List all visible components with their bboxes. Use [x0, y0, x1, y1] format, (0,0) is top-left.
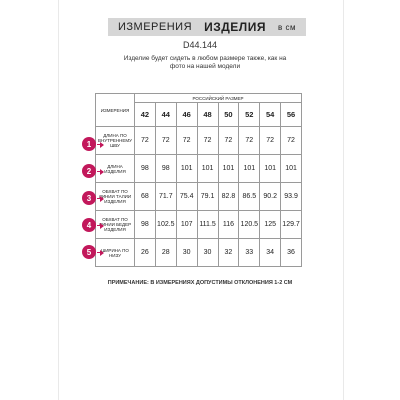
- measurement-label: ДЛИНА ИЗДЕЛИЯ: [96, 155, 135, 183]
- size-table: [95, 93, 302, 267]
- value-cell: 72: [155, 127, 176, 155]
- model-code: D44.144: [182, 40, 218, 50]
- size-header-cell: 42: [135, 103, 156, 127]
- value-cell: 107: [176, 211, 197, 239]
- measurement-number-badge: 1: [82, 137, 96, 151]
- arrow-right-icon: [97, 252, 103, 253]
- value-cell: 26: [135, 239, 156, 267]
- value-cell: 72: [135, 127, 156, 155]
- footer-note: ПРИМЕЧАНИЕ: В ИЗМЕРЕНИЯХ ДОПУСТИМЫ ОТКЛОНЕНИЯ 1-2 СМ: [107, 280, 293, 286]
- value-cell: 72: [197, 127, 218, 155]
- value-cell: 93.9: [281, 183, 302, 211]
- value-cell: 116: [218, 211, 239, 239]
- table-row: [96, 239, 302, 267]
- value-cell: 79.1: [197, 183, 218, 211]
- measurement-number-badge: 5: [82, 245, 96, 259]
- table-row: [96, 211, 302, 239]
- value-cell: 129.7: [281, 211, 302, 239]
- size-header-cell: 48: [197, 103, 218, 127]
- value-cell: 28: [155, 239, 176, 267]
- arrow-right-icon: [97, 225, 103, 226]
- value-cell: 101: [281, 155, 302, 183]
- value-cell: 72: [281, 127, 302, 155]
- size-header-cell: 54: [260, 103, 281, 127]
- arrow-right-icon: [97, 171, 103, 172]
- header-title-left: ИЗМЕРЕНИЯ: [118, 21, 193, 33]
- value-cell: 82.8: [218, 183, 239, 211]
- page-header: [108, 18, 306, 36]
- table-row: [96, 127, 302, 155]
- fit-note: Изделие будет сидеть в любом размере также, как на фото на нашей модели: [123, 55, 287, 70]
- arrow-right-icon: [97, 198, 103, 199]
- value-cell: 71.7: [155, 183, 176, 211]
- table-header-row: [96, 94, 302, 103]
- value-cell: 101: [218, 155, 239, 183]
- measurement-label: ОБХВАТ ПО ЛИНИИ ТАЛИИ ИЗДЕЛИЯ: [96, 183, 135, 211]
- size-header-cell: 50: [218, 103, 239, 127]
- value-cell: 36: [281, 239, 302, 267]
- measurement-number-badge: 2: [82, 164, 96, 178]
- value-cell: 72: [218, 127, 239, 155]
- table-row: [96, 183, 302, 211]
- arrow-right-icon: [97, 144, 103, 145]
- size-header-cell: 56: [281, 103, 302, 127]
- value-cell: 75.4: [176, 183, 197, 211]
- size-group-header: РОССИЙСКИЙ РАЗМЕР: [135, 94, 302, 103]
- measurement-label: ДЛИНА ПО ВНУТРЕННЕМУ ШВУ: [96, 127, 135, 155]
- table-row: [96, 155, 302, 183]
- value-cell: 90.2: [260, 183, 281, 211]
- value-cell: 125: [260, 211, 281, 239]
- value-cell: 32: [218, 239, 239, 267]
- value-cell: 33: [239, 239, 260, 267]
- value-cell: 101: [197, 155, 218, 183]
- value-cell: 101: [176, 155, 197, 183]
- size-header-cell: 44: [155, 103, 176, 127]
- size-header-cell: 52: [239, 103, 260, 127]
- value-cell: 101: [239, 155, 260, 183]
- measurement-label: ШИРИНА ПО НИЗУ: [96, 239, 135, 267]
- value-cell: 98: [135, 211, 156, 239]
- value-cell: 120.5: [239, 211, 260, 239]
- value-cell: 68: [135, 183, 156, 211]
- value-cell: 98: [135, 155, 156, 183]
- measurement-label: ОБХВАТ ПО ЛИНИИ БЕДЕР ИЗДЕЛИЯ: [96, 211, 135, 239]
- value-cell: 30: [176, 239, 197, 267]
- measurement-number-badge: 4: [82, 218, 96, 232]
- size-header-cell: 46: [176, 103, 197, 127]
- value-cell: 72: [176, 127, 197, 155]
- value-cell: 98: [155, 155, 176, 183]
- value-cell: 72: [239, 127, 260, 155]
- value-cell: 72: [260, 127, 281, 155]
- measurements-header: ИЗМЕРЕНИЯ: [96, 94, 135, 127]
- value-cell: 30: [197, 239, 218, 267]
- value-cell: 111.5: [197, 211, 218, 239]
- value-cell: 34: [260, 239, 281, 267]
- value-cell: 102.5: [155, 211, 176, 239]
- measurement-number-badge: 3: [82, 191, 96, 205]
- value-cell: 86.5: [239, 183, 260, 211]
- header-title-bold: ИЗДЕЛИЯ: [204, 20, 266, 34]
- header-unit: в см: [278, 22, 296, 32]
- value-cell: 101: [260, 155, 281, 183]
